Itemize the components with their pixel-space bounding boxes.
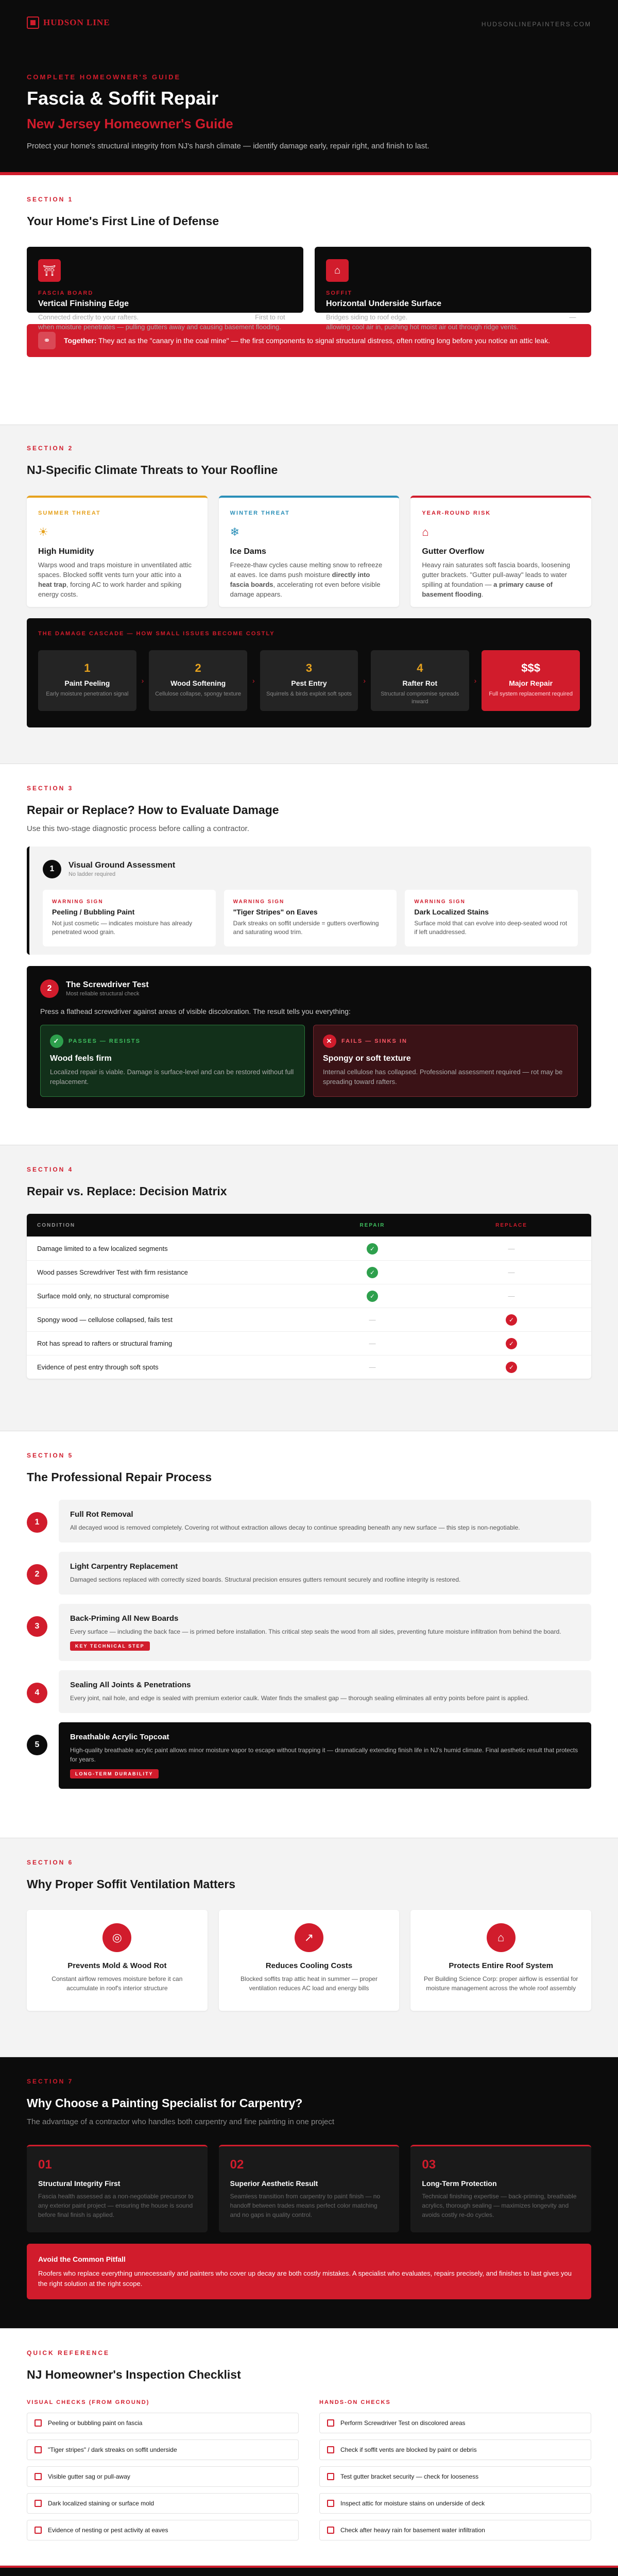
checklist-item[interactable] <box>27 2413 299 2433</box>
table-row <box>27 1355 591 1379</box>
fascia-icon: ⛩ <box>38 259 61 282</box>
warning-text: Dark streaks on soffit underside = gutters overflowing and saturating wood trim. <box>233 920 379 936</box>
dash-icon: — <box>369 1340 376 1347</box>
check-icon: ✓ <box>506 1338 517 1349</box>
chevron-right-icon: › <box>141 676 144 685</box>
step-number: 3 <box>305 662 313 674</box>
condition-cell: Damage limited to a few localized segments <box>37 1245 168 1252</box>
text-bold: heat trap <box>38 580 66 588</box>
card-text: Bridges siding to roof edge. Contains vents that are the "lungs" of your house — allowing cool air in, pushing hot moist air out through ridge vents. <box>326 313 576 331</box>
condition-cell: Surface mold only, no structural compromise <box>37 1292 169 1300</box>
process-step <box>27 1670 591 1713</box>
step-title: Wood Softening <box>170 679 226 687</box>
card-title: Superior Aesthetic Result <box>230 2179 318 2188</box>
step-title: The Screwdriver Test <box>66 980 149 989</box>
card-title: Long-Term Protection <box>422 2179 497 2188</box>
checklist-item[interactable] <box>319 2413 591 2433</box>
step-title: Back-Priming All New Boards <box>70 1614 179 1623</box>
replace-cell <box>442 1292 581 1300</box>
threat-card <box>219 496 400 607</box>
visual-checks: VISUAL CHECKS (FROM GROUND) Peeling or bubbling paint on fascia "Tiger stripes" / dark streaks on soffit underside Visible gutter sag or pull-away Dark localized staining or surface mold Evidence of nesting or pest activity at eaves <box>27 2399 299 2547</box>
cascade-step <box>371 650 469 711</box>
result-title: Wood feels firm <box>50 1054 112 1063</box>
logo-mark-icon <box>27 16 39 29</box>
section-7 <box>0 2057 618 2329</box>
result-title: Spongy or soft texture <box>323 1054 411 1063</box>
hero-eyebrow: COMPLETE HOMEOWNER'S GUIDE <box>27 73 181 81</box>
step-desc: Full system replacement required <box>489 691 573 697</box>
checklist-label: Visible gutter sag or pull-away <box>48 2473 130 2480</box>
checklist-item[interactable] <box>319 2466 591 2487</box>
result-text: Internal cellulose has collapsed. Professional assessment required — rot may be spreading toward rafters. <box>323 1068 563 1086</box>
step-number: 1 <box>43 860 61 878</box>
checklist-section <box>0 2329 618 2566</box>
section-subtitle: Use this two-stage diagnostic process before calling a contractor. <box>27 824 249 833</box>
section-title: The Professional Repair Process <box>27 1470 212 1484</box>
pass-result-card: ✓ PASSES — RESISTS Wood feels firm Localized repair is viable. Damage is surface-level and can be restored without full replacement. <box>40 1025 305 1097</box>
checkbox[interactable] <box>327 2473 334 2480</box>
checkbox[interactable] <box>327 2527 334 2534</box>
threat-tag: WINTER THREAT <box>230 510 290 516</box>
benefit-card <box>410 1910 591 2011</box>
condition-cell: Rot has spread to rafters or structural framing <box>37 1340 173 1347</box>
checklist-item[interactable] <box>27 2520 299 2540</box>
checkbox[interactable] <box>327 2500 334 2507</box>
card-title: Structural Integrity First <box>38 2179 121 2188</box>
checklist-item[interactable] <box>27 2466 299 2487</box>
checkbox[interactable] <box>35 2473 42 2480</box>
section-6 <box>0 1838 618 2057</box>
replace-cell <box>442 1362 581 1373</box>
section-title: Why Proper Soffit Ventilation Matters <box>27 1877 236 1891</box>
section-title: NJ Homeowner's Inspection Checklist <box>27 2368 241 2381</box>
section-2 <box>0 425 618 764</box>
dash-icon: — <box>369 1363 376 1371</box>
check-icon: ✓ <box>367 1243 378 1255</box>
text-bold: directly into fascia boards <box>230 570 370 588</box>
step-desc: Every surface — including the back face — is primed before installation. This critical step seals the wood from all sides, preventing future moisture infiltration from behind the board. <box>70 1628 561 1635</box>
x-icon: ✕ <box>323 1035 336 1048</box>
card-text: Technical finishing expertise — back-priming, breathable acrylics, thorough sealing — maximizes longevity and avoids costly re-do cycles. <box>422 2193 577 2218</box>
step-number: 3 <box>27 1616 47 1637</box>
chevron-right-icon: › <box>252 676 255 685</box>
step-desc: All decayed wood is removed completely. Covering rot without extraction allows decay to continue spreading beneath any new surface — this step is non-negotiable. <box>70 1524 520 1531</box>
warning-title: Dark Localized Stains <box>414 908 489 916</box>
repair-cell <box>303 1291 442 1302</box>
check-icon: ✓ <box>367 1267 378 1278</box>
section-5 <box>0 1431 618 1838</box>
benefit-card <box>219 1910 400 2011</box>
repair-cell <box>303 1267 442 1278</box>
threat-text <box>38 561 196 599</box>
warning-card <box>405 890 578 946</box>
text-part: Freeze-thaw cycles cause melting snow to refreeze at eaves. Ice dams push moisture <box>230 561 383 579</box>
process-step <box>27 1604 591 1661</box>
step-number: $$$ <box>521 662 540 674</box>
checklist-label: Dark localized staining or surface mold <box>48 2500 154 2507</box>
step-desc: Cellulose collapse, spongy texture <box>155 691 242 697</box>
threat-title: Ice Dams <box>230 547 266 556</box>
step-title: Breathable Acrylic Topcoat <box>70 1733 169 1741</box>
dash-icon: — <box>508 1292 515 1300</box>
checklist-item[interactable] <box>319 2439 591 2460</box>
text-bold: a primary cause of basement flooding <box>422 580 553 598</box>
soffit-card <box>315 247 591 331</box>
condition-cell: Spongy wood — cellulose collapsed, fails test <box>37 1316 173 1324</box>
process-step <box>27 1722 591 1789</box>
fascia-card <box>27 247 303 331</box>
hero-tagline: Protect your home's structural integrity from NJ's harsh climate — identify damage early, repair right, and finish to last. <box>27 142 430 150</box>
checklist-item[interactable] <box>319 2493 591 2514</box>
step-box <box>59 1722 591 1789</box>
footer <box>0 2566 618 2576</box>
checklist-label: Evidence of nesting or pest activity at eaves <box>48 2527 168 2534</box>
checklist-label: Check after heavy rain for basement water infiltration <box>340 2527 485 2534</box>
process-step <box>27 1552 591 1595</box>
checkbox[interactable] <box>327 2446 334 2453</box>
cascade-step <box>260 650 358 711</box>
fail-result-card: ✕ FAILS — SINKS IN Spongy or soft texture Internal cellulose has collapsed. Professional assessment required — rot may be spreading toward rafters. <box>313 1025 578 1097</box>
table-row <box>27 1308 591 1331</box>
section-label: SECTION 7 <box>27 2078 74 2085</box>
section-label: SECTION 2 <box>27 445 74 452</box>
checkbox[interactable] <box>35 2446 42 2453</box>
text-part: . <box>481 590 484 598</box>
specialist-card <box>410 2145 591 2232</box>
section-3 <box>0 764 618 1145</box>
threat-title: Gutter Overflow <box>422 547 485 556</box>
card-title: Horizontal Underside Surface <box>326 299 442 308</box>
step-subtitle: Most reliable structural check <box>66 991 140 997</box>
step-subtitle: No ladder required <box>68 871 116 877</box>
step-desc: Structural compromise spreads inward <box>381 691 459 705</box>
dash-icon: — <box>369 1316 376 1324</box>
card-number: 01 <box>38 2158 52 2172</box>
trend-up-icon: ↗ <box>295 1923 323 1952</box>
chevron-right-icon: › <box>474 676 477 685</box>
step-number: 2 <box>27 1564 47 1585</box>
cascade-tag: THE DAMAGE CASCADE — HOW SMALL ISSUES BECOME COSTLY <box>38 631 275 637</box>
dash-icon: — <box>508 1245 515 1252</box>
step-title: Rafter Rot <box>402 679 438 687</box>
step-number: 4 <box>27 1683 47 1703</box>
benefit-card <box>27 1910 208 2011</box>
sun-icon: ☀ <box>38 526 48 538</box>
soffit-icon: ⌂ <box>326 259 349 282</box>
card-title: Vertical Finishing Edge <box>38 299 129 308</box>
checkbox[interactable] <box>35 2500 42 2507</box>
condition-cell: Evidence of pest entry through soft spots <box>37 1363 159 1371</box>
cascade-step <box>38 650 136 711</box>
logo-text: HUDSON LINE <box>43 18 110 27</box>
screwdriver-test-step <box>27 966 591 1108</box>
section-subtitle: The advantage of a contractor who handles both carpentry and fine painting in one project <box>27 2117 335 2126</box>
page-title: Fascia & Soffit Repair <box>27 88 219 109</box>
check-icon: ✓ <box>506 1362 517 1373</box>
checklist-item[interactable] <box>319 2520 591 2540</box>
dash-icon: — <box>508 1268 515 1276</box>
cascade-step <box>149 650 247 711</box>
section-1 <box>0 175 618 425</box>
section-label: QUICK REFERENCE <box>27 2349 110 2357</box>
house-icon: ⌂ <box>422 526 429 538</box>
warning-card <box>224 890 397 946</box>
chevron-right-icon: › <box>363 676 366 685</box>
decision-matrix <box>27 1214 591 1379</box>
threat-text <box>230 561 388 599</box>
card-number: 02 <box>230 2158 244 2172</box>
replace-cell <box>442 1338 581 1349</box>
warning-card <box>43 890 216 946</box>
step-box <box>59 1552 591 1595</box>
warning-tag: WARNING SIGN <box>52 899 104 905</box>
text-part: Warps wood and traps moisture in unventilated attic spaces. Blocked soffit vents turn your attic into a <box>38 561 192 579</box>
threat-tag: YEAR-ROUND RISK <box>422 510 491 516</box>
warning-text: Not just cosmetic — indicates moisture has already penetrated wood grain. <box>52 920 193 936</box>
threat-title: High Humidity <box>38 547 94 556</box>
site-url[interactable]: HUDSONLINEPAINTERS.COM <box>481 21 591 28</box>
matrix-header: CONDITION REPAIR REPLACE <box>27 1214 591 1236</box>
checkbox[interactable] <box>327 2419 334 2427</box>
damage-cascade <box>27 618 591 727</box>
specialist-card <box>219 2145 400 2232</box>
step-number: 4 <box>417 662 423 674</box>
step-title: Full Rot Removal <box>70 1510 133 1519</box>
step-title: Visual Ground Assessment <box>68 861 176 870</box>
card-text: Connected directly to your rafters. Primary mounting point for gutters. First to rot when moisture penetrates — pulling gutters away and causing basement flooding. <box>38 313 285 331</box>
section-title: Your Home's First Line of Defense <box>27 214 219 228</box>
step-desc: High-quality breathable acrylic paint allows minor moisture vapor to escape without trapping it — dramatically extending finish life in NJ's humid climate. Final aesthetic result that protects for years. <box>70 1747 578 1763</box>
step-badge: KEY TECHNICAL STEP <box>70 1641 150 1651</box>
checklist-label: Inspect attic for moisture stains on underside of deck <box>340 2500 485 2507</box>
step-box <box>59 1670 591 1713</box>
repair-cell <box>303 1243 442 1255</box>
repair-cell <box>303 1340 442 1347</box>
text-part: Heavy rain saturates soft fascia boards, loosening gutter brackets. "Gutter pull-away" leads to water spilling at foundation — <box>422 561 570 588</box>
check-icon: ✓ <box>50 1035 63 1048</box>
card-tag: SOFFIT <box>326 290 353 296</box>
benefit-title: Protects Entire Roof System <box>449 1961 553 1970</box>
checkbox[interactable] <box>35 2419 42 2427</box>
step-number: 1 <box>84 662 91 674</box>
step-title: Sealing All Joints & Penetrations <box>70 1681 191 1689</box>
step-number: 2 <box>195 662 201 674</box>
text-part: , forcing AC to work harder and spiking energy costs. <box>38 580 182 598</box>
table-row <box>27 1331 591 1355</box>
step-number: 5 <box>27 1735 47 1755</box>
step-box <box>59 1500 591 1543</box>
step-desc: Damaged sections replaced with correctly sized boards. Structural precision ensures gutters remount securely and roofline integrity is restored. <box>70 1576 461 1583</box>
together-callout: ⚭ Together: They act as the "canary in the coal mine" — the first components to signal structural distress, often rotting long before you notice an attic leak. <box>27 324 591 357</box>
section-label: SECTION 3 <box>27 785 74 792</box>
benefit-text: Blocked soffits trap attic heat in summer — proper ventilation reduces AC load and energy bills <box>241 1975 377 1992</box>
threat-text <box>422 561 580 599</box>
replace-cell <box>442 1245 581 1252</box>
replace-cell <box>442 1268 581 1276</box>
logo[interactable] <box>27 16 110 29</box>
page-subtitle: New Jersey Homeowner's Guide <box>27 116 233 131</box>
step-intro: Press a flathead screwdriver against areas of visible discoloration. The result tells you everything: <box>40 1007 351 1015</box>
cascade-step <box>482 650 580 711</box>
text-part: , accelerating rot even before visible damage appears. <box>230 580 381 598</box>
benefit-title: Prevents Mold & Wood Rot <box>67 1961 167 1970</box>
repair-cell <box>303 1363 442 1371</box>
repair-cell <box>303 1316 442 1324</box>
card-text: Fascia health assessed as a non-negotiable precursor to any exterior paint project — ensuring the house is sound before final finish is applied. <box>38 2193 194 2218</box>
step-title: Major Repair <box>509 679 553 687</box>
specialist-card <box>27 2145 208 2232</box>
section-label: SECTION 1 <box>27 196 74 203</box>
visual-assessment-step <box>27 846 591 955</box>
card-number: 03 <box>422 2158 436 2172</box>
step-desc: Early moisture penetration signal <box>46 691 129 697</box>
threat-card <box>27 496 208 607</box>
benefit-text: Per Building Science Corp: proper airflow is essential for moisture management across the whole roof assembly <box>423 1975 578 1992</box>
section-title: Why Choose a Painting Specialist for Carpentry? <box>27 2096 303 2110</box>
section-label: SECTION 4 <box>27 1166 74 1173</box>
step-box <box>59 1604 591 1661</box>
checkbox[interactable] <box>35 2527 42 2534</box>
process-step <box>27 1500 591 1543</box>
hands-on-checks: HANDS-ON CHECKS Perform Screwdriver Test on discolored areas Check if soffit vents are blocked by paint or debris Test gutter bracket security — check for looseness Inspect attic for moisture stains on underside of deck Check after heavy rain for basement water infiltration <box>319 2399 591 2547</box>
checklist-item[interactable] <box>27 2493 299 2514</box>
section-title: NJ-Specific Climate Threats to Your Roofline <box>27 463 278 477</box>
step-title: Pest Entry <box>291 679 327 687</box>
checklist-item[interactable] <box>27 2439 299 2460</box>
pitfall-callout: Avoid the Common Pitfall Roofers who replace everything unnecessarily and painters who cover up decay are both costly mistakes. A specialist who evaluates, repairs precisely, and finishes to last gives you the right solution at the right scope. <box>27 2244 591 2299</box>
section-title: Repair or Replace? How to Evaluate Damage <box>27 803 279 817</box>
step-desc: Squirrels & birds exploit soft spots <box>266 691 352 697</box>
threat-card <box>410 496 591 607</box>
home-icon: ⌂ <box>487 1923 516 1952</box>
card-tag: FASCIA BOARD <box>38 290 94 296</box>
checklist-label: Test gutter bracket security — check for looseness <box>340 2473 479 2480</box>
benefit-text: Constant airflow removes moisture before it can accumulate in roof's interior structure <box>52 1975 183 1992</box>
link-icon: ⚭ <box>38 332 56 349</box>
step-number: 2 <box>40 979 59 998</box>
warning-tag: WARNING SIGN <box>414 899 466 905</box>
step-number: 1 <box>27 1512 47 1533</box>
warning-tag: WARNING SIGN <box>233 899 285 905</box>
snowflake-icon: ❄ <box>230 526 240 538</box>
warning-title: "Tiger Stripes" on Eaves <box>233 908 318 916</box>
step-title: Light Carpentry Replacement <box>70 1562 178 1571</box>
table-row <box>27 1260 591 1284</box>
checklist-label: Check if soffit vents are blocked by paint or debris <box>340 2446 477 2453</box>
step-desc: Every joint, nail hole, and edge is sealed with premium exterior caulk. Water finds the smallest gap — thorough sealing eliminates all entry points before paint is applied. <box>70 1694 529 1702</box>
section-4 <box>0 1145 618 1431</box>
threat-tag: SUMMER THREAT <box>38 510 101 516</box>
checklist-label: Peeling or bubbling paint on fascia <box>48 2419 143 2427</box>
step-badge: LONG-TERM DURABILITY <box>70 1769 159 1778</box>
card-text: Seamless transition from carpentry to paint finish — no handoff between trades means perfect color matching and no gaps in quality control. <box>230 2193 381 2218</box>
check-icon: ✓ <box>367 1291 378 1302</box>
section-title: Repair vs. Replace: Decision Matrix <box>27 1184 227 1198</box>
result-text: Localized repair is viable. Damage is surface-level and can be restored without full replacement. <box>50 1068 294 1086</box>
check-icon: ✓ <box>506 1314 517 1326</box>
warning-text: Surface mold that can evolve into deep-seated wood rot if left unaddressed. <box>414 920 568 936</box>
section-label: SECTION 6 <box>27 1859 74 1866</box>
benefit-title: Reduces Cooling Costs <box>265 1961 353 1970</box>
replace-cell <box>442 1314 581 1326</box>
warning-title: Peeling / Bubbling Paint <box>52 908 135 916</box>
table-row <box>27 1236 591 1260</box>
section-label: SECTION 5 <box>27 1452 74 1459</box>
condition-cell: Wood passes Screwdriver Test with firm resistance <box>37 1268 188 1276</box>
checklist-label: "Tiger stripes" / dark streaks on soffit underside <box>48 2446 177 2453</box>
step-title: Paint Peeling <box>64 679 110 687</box>
table-row <box>27 1284 591 1308</box>
checklist-label: Perform Screwdriver Test on discolored areas <box>340 2419 466 2427</box>
hero-header <box>0 0 618 175</box>
target-icon: ◎ <box>102 1923 131 1952</box>
